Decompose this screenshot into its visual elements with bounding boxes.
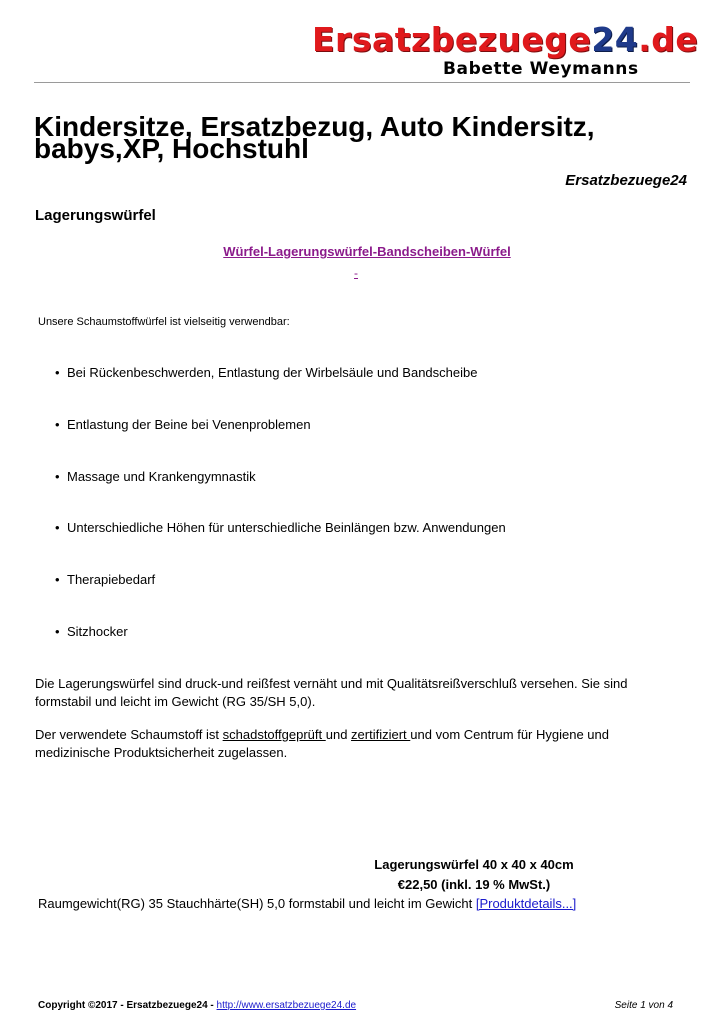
list-item bbox=[55, 519, 506, 537]
list-item-text: Therapiebedarf bbox=[67, 572, 156, 587]
site-logo bbox=[312, 20, 698, 60]
list-item-text: Entlastung der Beine bei Venenproblemen bbox=[67, 417, 311, 432]
list-item-text: Sitzhocker bbox=[67, 624, 128, 639]
page-title-line-2: babys,XP, Hochstuhl bbox=[34, 133, 309, 164]
header-divider bbox=[34, 82, 690, 83]
bullet-icon: • bbox=[55, 624, 60, 639]
dash-link[interactable]: - bbox=[354, 266, 358, 280]
product-details-link[interactable]: [Produktdetails...] bbox=[475, 896, 577, 911]
certification-paragraph bbox=[35, 726, 685, 762]
bullet-icon: • bbox=[55, 469, 60, 484]
bullet-icon: • bbox=[55, 417, 60, 432]
paragraph-middle: und bbox=[325, 727, 352, 742]
logo-tld: .de bbox=[638, 20, 699, 59]
list-item bbox=[55, 468, 256, 486]
description-paragraph: Die Lagerungswürfel sind druck-und reißfest vernäht und mit Qualitätsreißverschluß versehen. Sie sind formstabil und leicht im Gewicht (RG 35/SH 5,0). bbox=[35, 676, 628, 709]
product-description bbox=[38, 895, 576, 913]
list-item bbox=[55, 623, 128, 641]
product-description-text: Raumgewicht(RG) 35 Stauchhärte(SH) 5,0 formstabil und leicht im Gewicht bbox=[38, 896, 476, 911]
list-item bbox=[55, 416, 311, 434]
page-title bbox=[34, 111, 674, 164]
bullet-icon: • bbox=[55, 365, 60, 380]
list-item-text: Unterschiedliche Höhen für unterschiedliche Beinlängen bzw. Anwendungen bbox=[67, 520, 506, 535]
page-title-line-1: Kindersitze, Ersatzbezug, Auto Kindersitz, bbox=[34, 111, 595, 142]
list-item bbox=[55, 364, 477, 382]
product-price: €22,50 (inkl. 19 % MwSt.) bbox=[397, 877, 551, 892]
schadstoff-link[interactable]: schadstoffgeprüft bbox=[222, 727, 326, 742]
product-name: Lagerungswürfel 40 x 40 x 40cm bbox=[374, 857, 574, 872]
paragraph-suffix: und vom Centrum für Hygiene und medizinische Produktsicherheit zugelassen. bbox=[35, 727, 609, 760]
footer-copyright bbox=[38, 999, 356, 1013]
list-item-text: Bei Rückenbeschwerden, Entlastung der Wirbelsäule und Bandscheibe bbox=[67, 365, 478, 380]
logo-subtitle: Babette Weymanns bbox=[443, 59, 639, 79]
footer-url-link[interactable]: http://www.ersatzbezuege24.de bbox=[216, 1000, 357, 1011]
list-item-text: Massage und Krankengymnastik bbox=[67, 469, 256, 484]
paragraph-prefix: Der verwendete Schaumstoff ist bbox=[35, 727, 223, 742]
site-name: Ersatzbezuege24 bbox=[565, 172, 687, 189]
logo-accent: 24 bbox=[591, 20, 639, 59]
bullet-icon: • bbox=[55, 572, 60, 587]
list-item bbox=[55, 571, 155, 589]
intro-text: Unsere Schaumstoffwürfel ist vielseitig verwendbar: bbox=[38, 316, 290, 328]
copyright-text: Copyright ©2017 - Ersatzbezuege24 - bbox=[38, 1000, 217, 1011]
page-number: Seite 1 von 4 bbox=[614, 1000, 673, 1011]
zertifiziert-link[interactable]: zertifiziert bbox=[351, 727, 411, 742]
bullet-icon: • bbox=[55, 520, 60, 535]
logo-text: Ersatzbezuege bbox=[312, 20, 592, 59]
article-title-link[interactable]: Würfel-Lagerungswürfel-Bandscheiben-Würfel bbox=[223, 244, 511, 259]
section-heading: Lagerungswürfel bbox=[35, 207, 156, 224]
